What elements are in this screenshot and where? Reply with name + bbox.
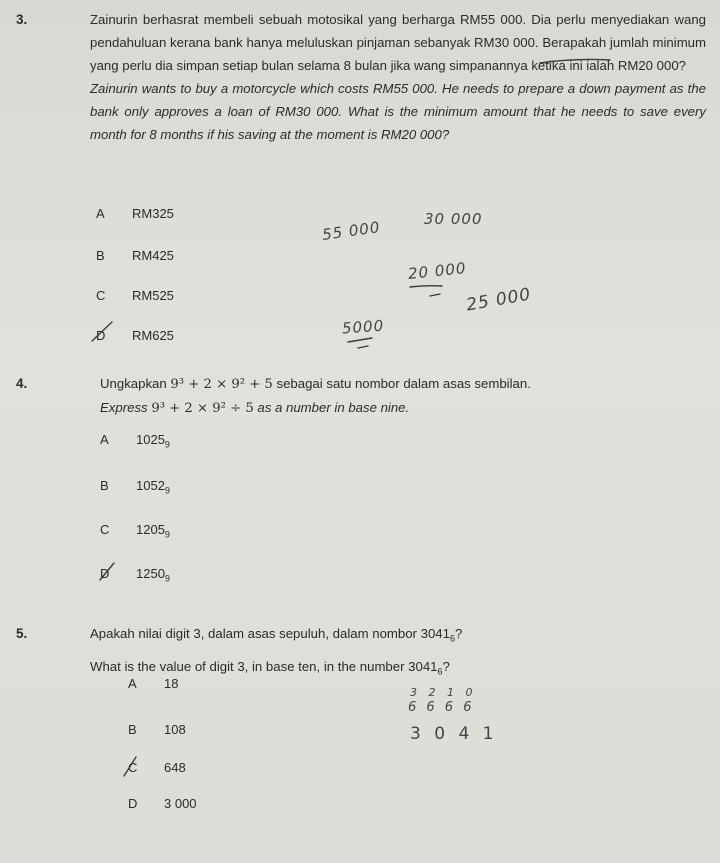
handwritten-note: 55 000 bbox=[321, 218, 382, 244]
question-text-english: Zainurin wants to buy a motorcycle which costs RM55 000. He needs to prepare a down payment as the bank only approves a loan of RM30 000. What is the minimum amount that he needs to save every month for 8 months if his saving at the moment is RM20 000? bbox=[90, 81, 706, 142]
handwritten-note: 6 6 6 6 bbox=[408, 700, 475, 715]
worksheet-page: 3. Zainurin berhasrat membeli sebuah motosikal yang berharga RM55 000. Dia perlu menyediakan wang pendahuluan kerana bank hanya meluluskan pinjaman sebanyak RM30 000. Berapakah jumlah minimum yang perlu dia simpan setiap bulan selama 8 bulan jika wang simpanannya ketika ini ialah RM20 000? Zainurin wants to buy a motorcycle which costs RM55 000. He needs to prepare a down payment as the bank only approves a loan of RM30 000. What is the minimum amount that he needs to save every month for 8 months if his saving at the moment is RM20 000? A RM325 B RM425 C RM525 D RM625 55 000 30 000 20 000 25 000 5000 4. Ungkapkan 9³ + 2 × 9² + 5 sebagai satu nombor dalam asas sembilan. Express 9³ + 2 × 9² ÷ 5 as a number in base nine. A $1025_9$ B $1052_9$ C $1205_9$ D $1250_9$ 5. Apakah nilai digit 3, dalam asas sepuluh, dalam nombor $3041_6$? What is the value of digit 3, in base ten, in the number $3041_6$? A 18 B 108 C 648 D 3 000 3 2 1 0 6 6 6 6 3 0 4 1 bbox=[0, 0, 720, 863]
tick-mark-icon bbox=[100, 563, 114, 580]
expression: 9³ + 2 × 9² + 5 bbox=[170, 377, 273, 392]
handwritten-note: 3 2 1 0 bbox=[410, 686, 477, 699]
question-number: 5. bbox=[16, 626, 28, 641]
handwritten-note: 20 000 bbox=[407, 258, 468, 284]
underline-mark bbox=[540, 59, 610, 63]
question-number: 3. bbox=[16, 12, 28, 27]
question-text-malay: Zainurin berhasrat membeli sebuah motosikal yang berharga RM55 000. Dia perlu menyediakan wang pendahuluan kerana bank hanya meluluskan pinjaman sebanyak RM30 000. Berapakah jumlah minimum yang perlu dia simpan setiap bulan selama 8 bulan jika wang simpanannya ketika ini ialah RM20 000? bbox=[90, 12, 706, 73]
underline-mark bbox=[348, 338, 372, 342]
handwritten-note: 30 000 bbox=[424, 210, 483, 228]
underline-mark bbox=[410, 286, 442, 287]
tick-mark-icon bbox=[124, 757, 136, 776]
question-text-english: What is the value of digit 3, in base ten, in the number $3041_6$? bbox=[90, 658, 450, 677]
question-text-english: Express 9³ + 2 × 9² ÷ 5 as a number in base nine. bbox=[100, 400, 410, 416]
question-text-malay: Ungkapkan 9³ + 2 × 9² + 5 sebagai satu nombor dalam asas sembilan. bbox=[100, 376, 531, 392]
question-text-malay: Apakah nilai digit 3, dalam asas sepuluh, dalam nombor $3041_6$? bbox=[90, 626, 463, 644]
handwritten-note: 5000 bbox=[341, 316, 385, 338]
handwritten-note: 25 000 bbox=[464, 284, 533, 316]
expression: 9³ + 2 × 9² ÷ 5 bbox=[151, 401, 254, 416]
tick-mark-icon bbox=[92, 322, 112, 341]
question-number: 4. bbox=[16, 376, 28, 391]
handwritten-note: 3 0 4 1 bbox=[410, 724, 498, 744]
